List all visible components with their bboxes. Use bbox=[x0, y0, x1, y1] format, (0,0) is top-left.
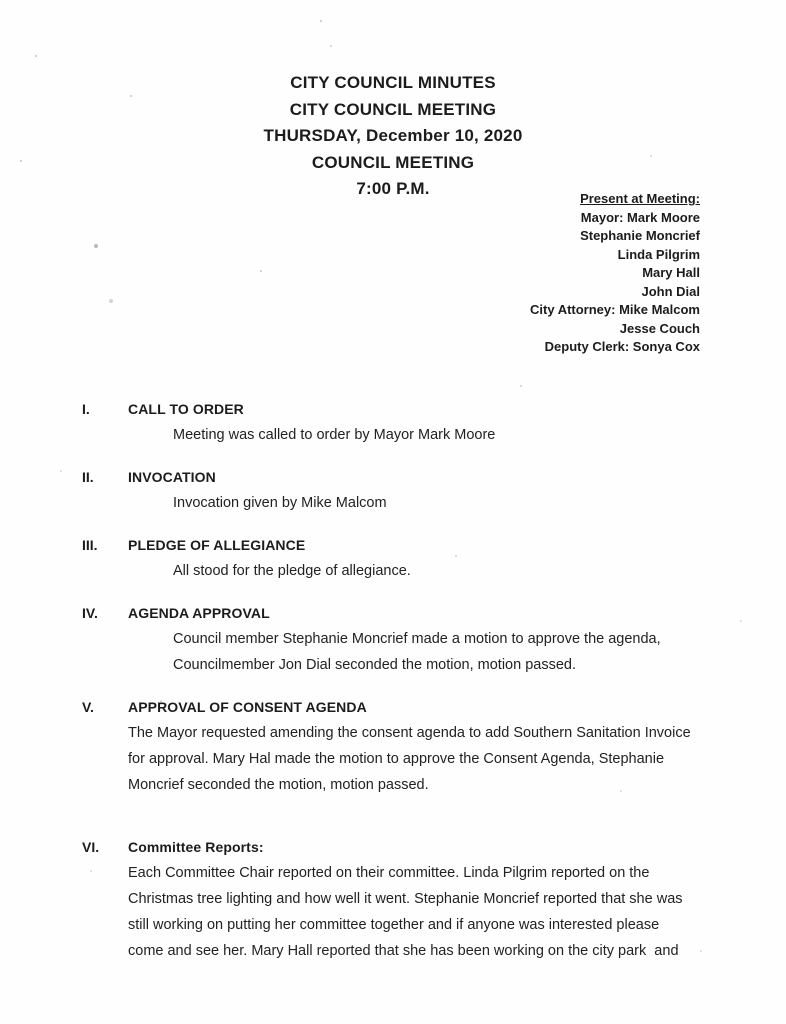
section-consent-agenda-approval bbox=[82, 694, 728, 798]
section-numeral: V. bbox=[82, 699, 94, 715]
section-body-line: Councilmember Jon Dial seconded the motion, motion passed. bbox=[173, 657, 576, 673]
title-line: CITY COUNCIL MINUTES bbox=[290, 73, 496, 92]
section-numeral: I. bbox=[82, 401, 90, 417]
minutes-sections bbox=[82, 396, 728, 980]
section-body-line: Moncrief seconded the motion, motion passed. bbox=[128, 777, 429, 793]
section-heading: PLEDGE OF ALLEGIANCE bbox=[128, 537, 306, 553]
section-body-line: Each Committee Chair reported on their committee. Linda Pilgrim reported on the bbox=[128, 865, 650, 881]
attendees-heading: Present at Meeting: bbox=[580, 191, 700, 206]
attendee-name: Linda Pilgrim bbox=[617, 246, 700, 262]
section-body-line: still working on putting her committee together and if anyone was interested please bbox=[128, 917, 660, 933]
title-line: CITY COUNCIL MEETING bbox=[289, 99, 497, 119]
title-line: 7:00 P.M. bbox=[356, 179, 430, 198]
attendee-name: City Attorney: Mike Malcom bbox=[530, 302, 700, 317]
section-heading: INVOCATION bbox=[128, 469, 216, 485]
section-body-line: come and see her. Mary Hall reported that she has been working on the city park and bbox=[128, 943, 679, 959]
attendee-name: John Dial bbox=[641, 283, 700, 299]
attendee-name: Mayor: Mark Moore bbox=[580, 209, 700, 225]
section-numeral: VI. bbox=[82, 839, 100, 855]
section-body-line: Christmas tree lighting and how well it went. Stephanie Moncrief reported that she was bbox=[128, 891, 683, 907]
section-call-to-order bbox=[82, 396, 728, 448]
section-body-line: Meeting was called to order by Mayor Mark Moore bbox=[173, 427, 496, 443]
scan-noise bbox=[0, 0, 2, 2]
section-committee-reports bbox=[82, 834, 728, 964]
section-numeral: III. bbox=[82, 537, 98, 553]
title-line: THURSDAY, December 10, 2020 bbox=[263, 126, 523, 145]
section-body-line: The Mayor requested amending the consent agenda to add Southern Sanitation Invoice bbox=[128, 725, 691, 741]
section-agenda-approval bbox=[82, 600, 728, 678]
section-heading: Committee Reports: bbox=[128, 839, 264, 855]
section-body-line: All stood for the pledge of allegiance. bbox=[173, 563, 411, 579]
title-line: COUNCIL MEETING bbox=[311, 152, 475, 172]
attendee-name: Stephanie Moncrief bbox=[580, 228, 700, 243]
section-heading: APPROVAL OF CONSENT AGENDA bbox=[128, 699, 367, 715]
section-body-line: for approval. Mary Hal made the motion to approve the Consent Agenda, Stephanie bbox=[128, 751, 665, 767]
document-title-block bbox=[0, 70, 786, 203]
section-numeral: II. bbox=[82, 469, 94, 485]
section-heading: AGENDA APPROVAL bbox=[128, 605, 270, 621]
attendee-name: Jesse Couch bbox=[619, 320, 700, 336]
section-numeral: IV. bbox=[82, 605, 98, 621]
section-body-line: Council member Stephanie Moncrief made a motion to approve the agenda, bbox=[173, 631, 661, 647]
section-body-line: Invocation given by Mike Malcom bbox=[173, 495, 387, 511]
attendee-name: Mary Hall bbox=[642, 265, 700, 280]
section-heading: CALL TO ORDER bbox=[128, 401, 244, 417]
attendees-block bbox=[530, 190, 700, 357]
attendee-name: Deputy Clerk: Sonya Cox bbox=[544, 339, 700, 354]
section-invocation bbox=[82, 464, 728, 516]
section-pledge-of-allegiance bbox=[82, 532, 728, 584]
